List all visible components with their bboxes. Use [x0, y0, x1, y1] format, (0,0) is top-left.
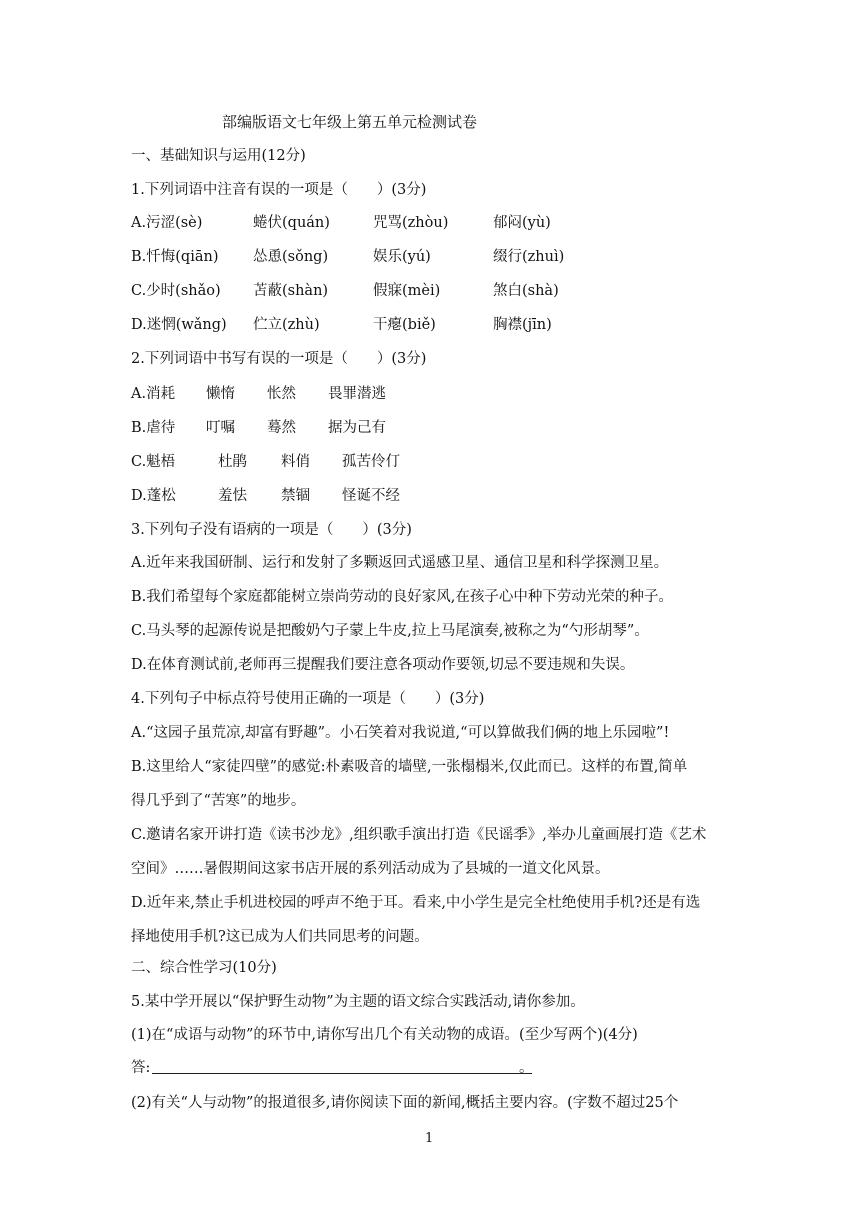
question-4-stem: 4.下列句子中标点符号使用正确的一项是（ ）(3分) — [131, 691, 485, 707]
q1-option-c-1: C.少时(shǎo) — [131, 283, 221, 299]
q2-option-c-4: 孤苦伶仃 — [342, 454, 400, 470]
q5-sub-question-1: (1)在“成语与动物”的环节中,请你写出几个有关动物的成语。(至少写两个)(4分) — [131, 1027, 638, 1043]
q3-option-b: B.我们希望每个家庭都能树立崇尚劳动的良好家风,在孩子心中种下劳动光荣的种子。 — [131, 589, 673, 605]
q2-option-a-1: A.消耗 — [131, 386, 176, 402]
page-title: 部编版语文七年级上第五单元检测试卷 — [222, 113, 478, 131]
answer-blank-line[interactable] — [152, 1073, 532, 1074]
q4-option-b: B.这里给人“家徒四壁”的感觉:朴素吸音的墙壁,一张榻榻米,仅此而已。这样的布置,简单 — [131, 759, 688, 775]
answer-period: 。 — [519, 1060, 534, 1076]
q1-option-b-2: 怂恿(sǒng) — [253, 249, 329, 265]
q1-option-d-3: 干瘪(biě) — [373, 317, 436, 333]
page-number: 1 — [425, 1131, 434, 1146]
q4-option-c: C.邀请名家开讲打造《读书沙龙》,组织歌手演出打造《民谣季》,举办儿童画展打造《艺术 — [131, 827, 707, 843]
q2-option-c-2: 杜鹃 — [218, 454, 247, 470]
q1-option-c-2: 苫蔽(shàn) — [253, 283, 329, 299]
q1-option-a-3: 咒骂(zhòu) — [373, 215, 449, 231]
q1-option-a-2: 蜷伏(quán) — [253, 215, 330, 231]
q2-option-c-1: C.魁梧 — [131, 454, 176, 470]
q2-option-a-2: 懒惰 — [206, 386, 235, 402]
q4-option-d-cont: 择地使用手机?这已成为人们共同思考的问题。 — [131, 929, 429, 945]
q4-option-c-cont: 空间》……暑假期间这家书店开展的系列活动成为了县城的一道文化风景。 — [131, 861, 610, 877]
section-heading-2: 二、综合性学习(10分) — [131, 960, 277, 976]
q2-option-d-4: 怪诞不经 — [342, 488, 400, 504]
q1-option-c-3: 假寐(mèi) — [373, 283, 441, 299]
q2-option-b-3: 蓦然 — [267, 420, 296, 436]
q5-sub-question-2: (2)有关“人与动物”的报道很多,请你阅读下面的新闻,概括主要内容。(字数不超过25个 — [131, 1095, 679, 1111]
q1-option-b-4: 缀行(zhuì) — [493, 249, 565, 265]
question-1-stem: 1.下列词语中注音有误的一项是（ ）(3分) — [131, 182, 427, 198]
q2-option-b-2: 叮嘱 — [206, 420, 235, 436]
q1-option-a-1: A.污涩(sè) — [131, 215, 203, 231]
q3-option-d: D.在体育测试前,老师再三提醒我们要注意各项动作要领,切忌不要违规和失误。 — [131, 657, 635, 673]
q2-option-b-4: 据为己有 — [328, 420, 386, 436]
q4-option-d: D.近年来,禁止手机进校园的呼声不绝于耳。看来,中小学生是完全杜绝使用手机?还是有选 — [131, 895, 701, 911]
q1-option-d-2: 伫立(zhù) — [253, 317, 320, 333]
question-5-stem: 5.某中学开展以“保护野生动物”为主题的语文综合实践活动,请你参加。 — [131, 994, 585, 1010]
q1-option-d-4: 胸襟(jīn) — [493, 317, 552, 333]
q1-option-b-1: B.忏悔(qiān) — [131, 249, 219, 265]
answer-label: 答: — [131, 1060, 151, 1076]
q1-option-b-3: 娱乐(yú) — [373, 249, 431, 265]
q1-option-c-4: 煞白(shà) — [493, 283, 559, 299]
q2-option-a-4: 畏罪潜逃 — [328, 386, 386, 402]
q1-option-d-1: D.迷惘(wǎng) — [131, 317, 227, 333]
q2-option-c-3: 料俏 — [281, 454, 310, 470]
q2-option-a-3: 怅然 — [267, 386, 296, 402]
section-heading-1: 一、基础知识与运用(12分) — [131, 148, 306, 164]
question-3-stem: 3.下列句子没有语病的一项是（ ）(3分) — [131, 522, 412, 538]
q3-option-c: C.马头琴的起源传说是把酸奶勺子蒙上牛皮,拉上马尾演奏,被称之为“勺形胡琴”。 — [131, 623, 649, 639]
q2-option-d-1: D.蓬松 — [131, 488, 176, 504]
q4-option-a: A.“这园子虽荒凉,却富有野趣”。小石笑着对我说道,“可以算做我们俩的地上乐园啦”! — [131, 725, 670, 741]
question-2-stem: 2.下列词语中书写有误的一项是（ ）(3分) — [131, 351, 427, 367]
q2-option-d-2: 羞怯 — [218, 488, 247, 504]
q2-option-d-3: 禁锢 — [281, 488, 310, 504]
q2-option-b-1: B.虐待 — [131, 420, 176, 436]
q3-option-a: A.近年来我国研制、运行和发射了多颗返回式遥感卫星、通信卫星和科学探测卫星。 — [131, 555, 669, 571]
q1-option-a-4: 郁闷(yù) — [493, 215, 551, 231]
q4-option-b-cont: 得几乎到了“苦寒”的地步。 — [131, 793, 306, 809]
